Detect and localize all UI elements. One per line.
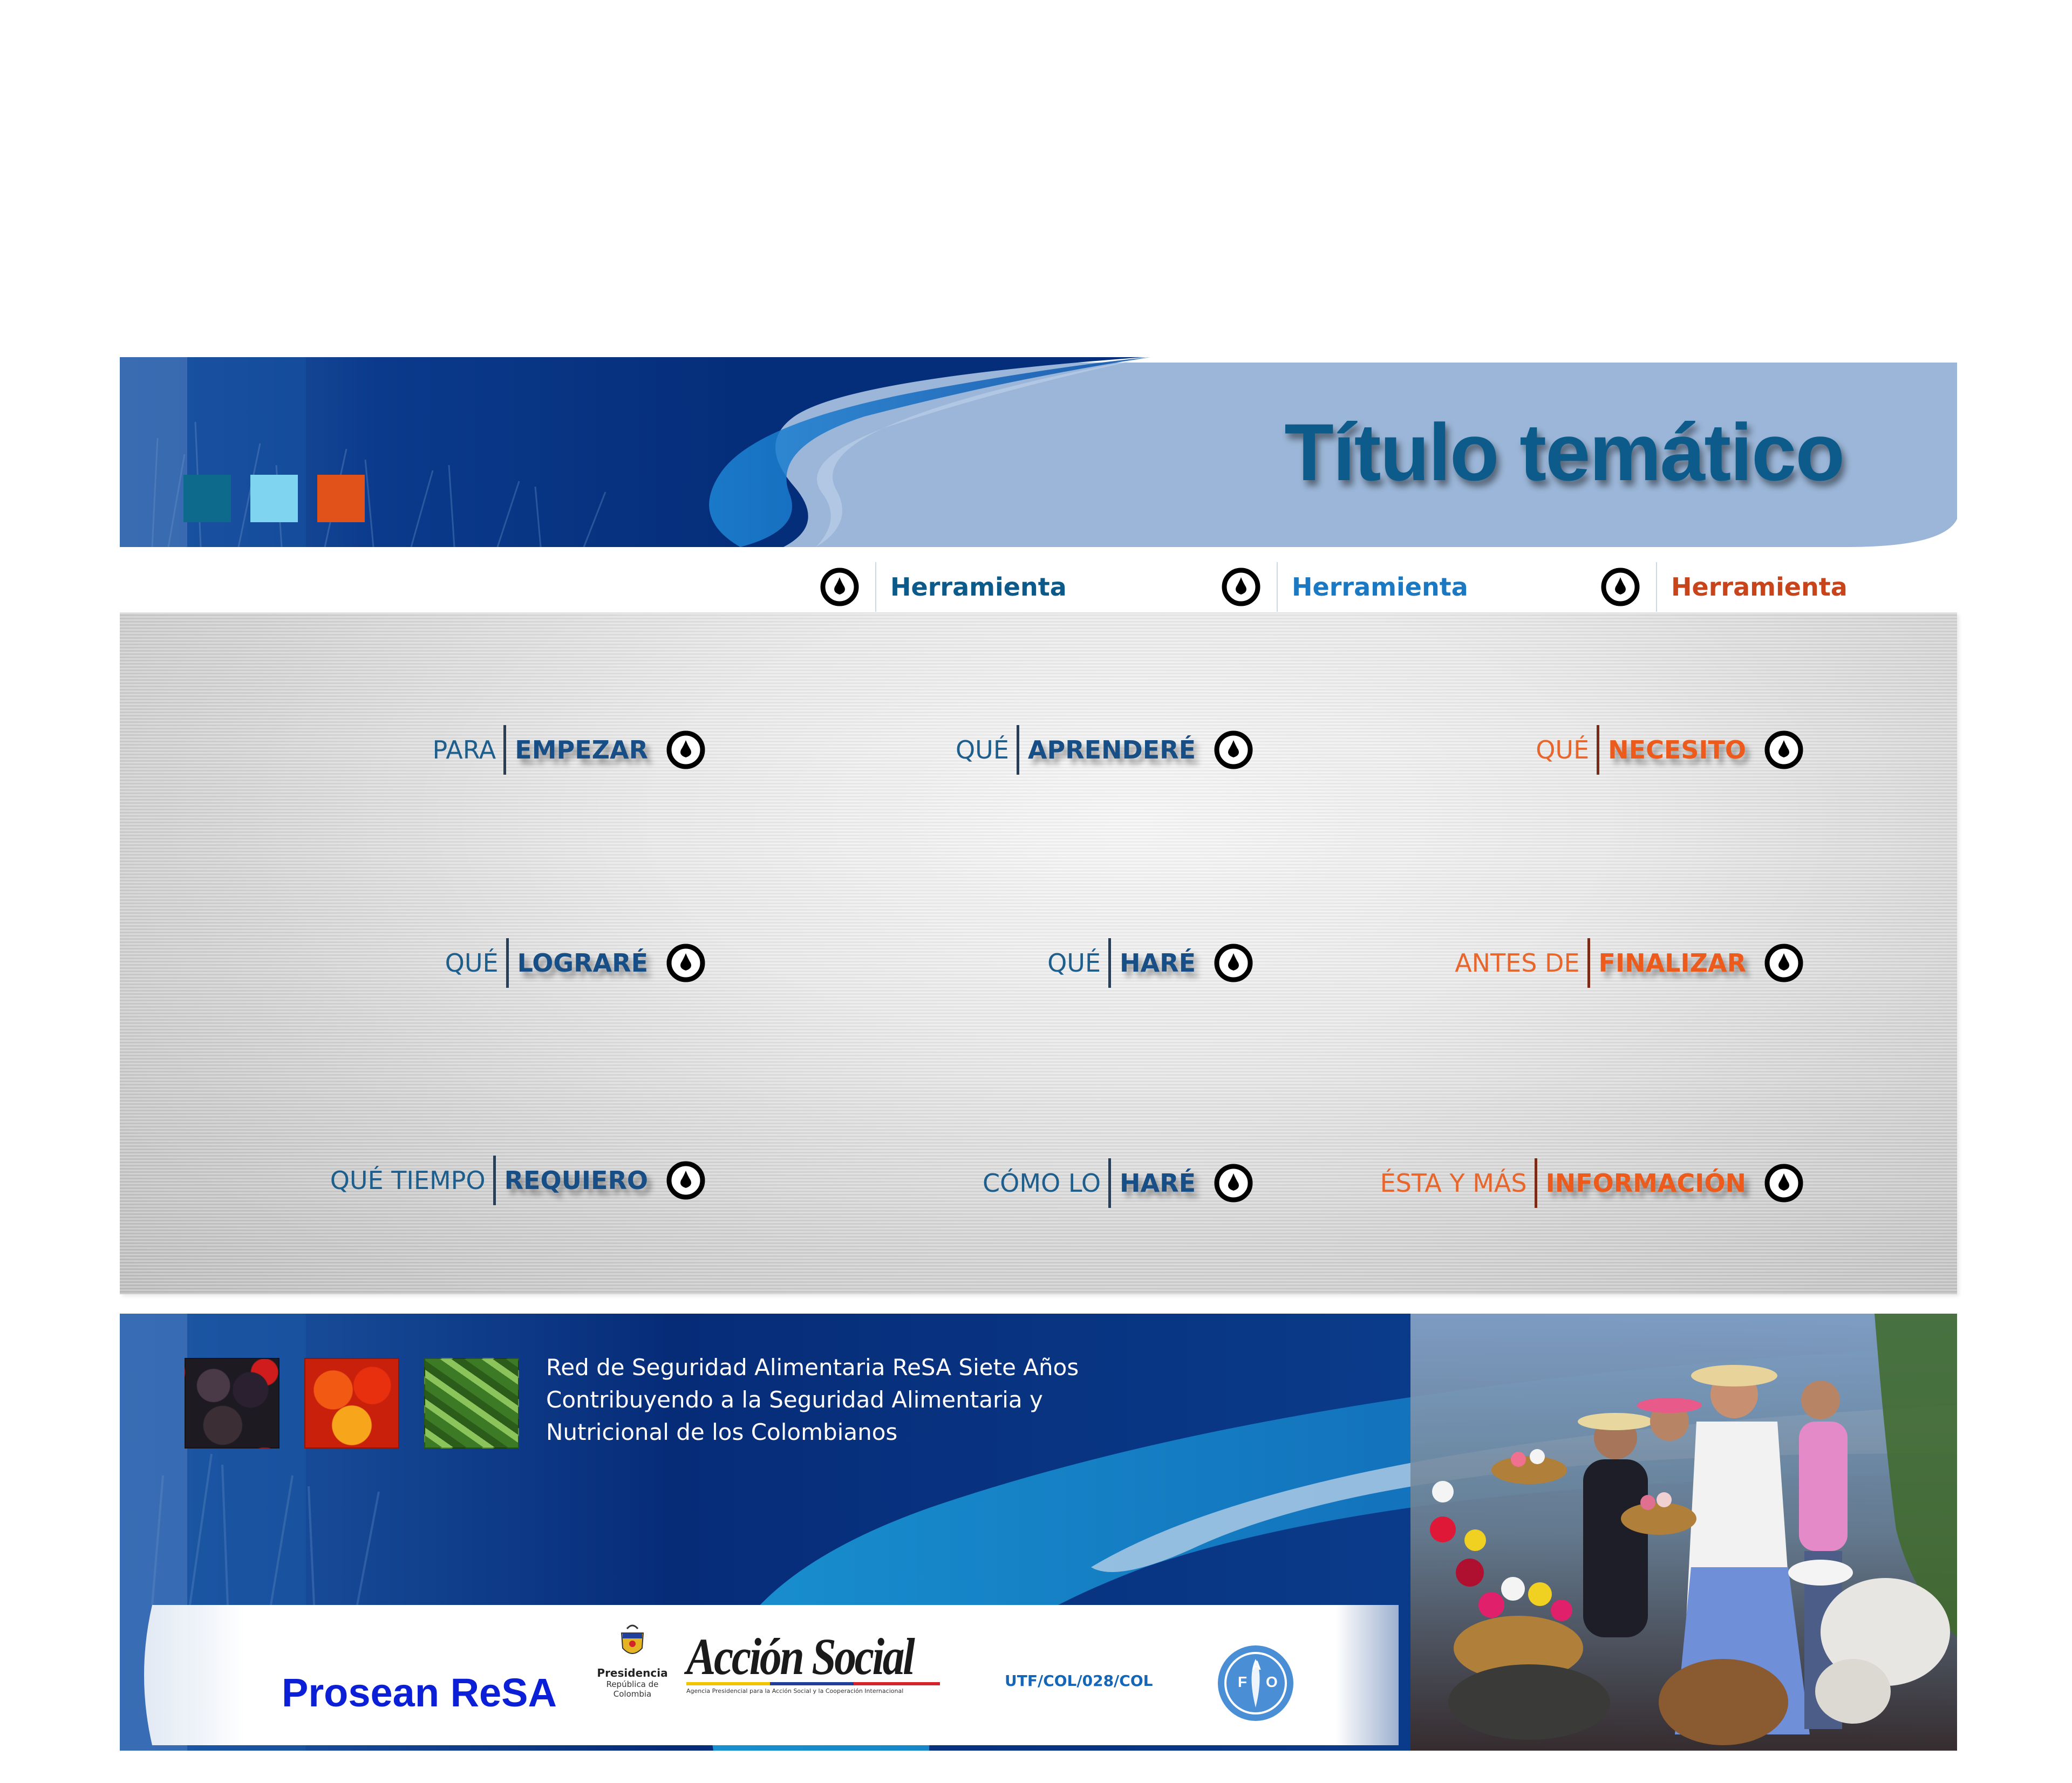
menu-prefix: PARA	[432, 735, 496, 764]
presidencia-sublabel: República de Colombia	[606, 1679, 659, 1699]
presidencia-logo	[589, 1621, 676, 1699]
tool-label-3: Herramienta	[1671, 572, 1848, 602]
tool-link-1[interactable]	[820, 561, 1067, 613]
coat-of-arms-icon	[611, 1621, 654, 1664]
menu-divider	[1587, 938, 1590, 988]
fao-logo	[1215, 1643, 1296, 1724]
tool-link-2[interactable]	[1222, 561, 1468, 613]
drop-icon	[1214, 944, 1253, 982]
menu-prefix: QUÉ	[1047, 948, 1101, 978]
drop-icon	[666, 944, 705, 982]
menu-divider	[1108, 1158, 1111, 1208]
header-square-orange	[317, 475, 365, 522]
menu-divider	[1017, 725, 1019, 775]
tool-label-1: Herramienta	[890, 572, 1067, 602]
drop-icon	[1222, 568, 1260, 606]
footer-heading-line: Nutricional de los Colombianos	[546, 1419, 898, 1445]
svg-text:O: O	[1266, 1673, 1278, 1690]
people-photo	[1410, 1314, 1957, 1751]
menu-label: HARÉ	[1120, 1169, 1196, 1198]
menu-prefix: CÓMO LO	[983, 1169, 1101, 1198]
drop-icon	[1764, 944, 1803, 982]
menu-label: EMPEZAR	[515, 735, 648, 764]
drop-icon	[1764, 730, 1803, 769]
footer-heading	[546, 1351, 1079, 1449]
accion-social-subtitle: Agencia Presidencial para la Acción Social y la Cooperación Internacional	[686, 1688, 904, 1695]
menu-que-aprendere[interactable]	[956, 724, 1253, 776]
menu-que-lograre[interactable]	[445, 937, 705, 989]
menu-como-lo-hare[interactable]	[983, 1157, 1253, 1209]
header-square-lightblue	[250, 475, 298, 522]
tools-row	[120, 556, 1957, 615]
logo-band	[147, 1605, 1388, 1740]
drop-icon	[666, 1161, 705, 1200]
footer-heading-line: Contribuyendo a la Seguridad Alimentaria y	[546, 1386, 1043, 1413]
menu-que-tiempo-requiero[interactable]	[330, 1154, 705, 1206]
avocado-photo	[185, 1358, 280, 1449]
menu-label: FINALIZAR	[1598, 948, 1746, 978]
menu-que-hare[interactable]	[1047, 937, 1253, 989]
tool-separator	[1277, 562, 1278, 612]
cucumber-photo	[424, 1358, 519, 1449]
menu-divider	[506, 938, 509, 988]
menu-prefix: ÉSTA Y MÁS	[1380, 1169, 1527, 1198]
presidencia-label: Presidencia	[597, 1666, 668, 1679]
menu-para-empezar[interactable]	[432, 724, 705, 776]
menu-label: INFORMACIÓN	[1545, 1169, 1746, 1198]
menu-label: HARÉ	[1120, 948, 1196, 978]
footer-banner	[120, 1314, 1957, 1751]
menu-divider	[1108, 938, 1111, 988]
drop-icon	[666, 730, 705, 769]
menu-divider	[493, 1156, 496, 1205]
menu-prefix: QUÉ	[955, 735, 1009, 764]
svg-text:A: A	[1252, 1658, 1262, 1673]
drop-icon	[820, 568, 859, 606]
menu-prefix: QUÉ TIEMPO	[330, 1166, 486, 1195]
menu-prefix: ANTES DE	[1455, 948, 1580, 978]
menu-antes-de-finalizar[interactable]	[1455, 937, 1803, 989]
header-square-teal	[183, 475, 231, 522]
accion-social-logo	[686, 1627, 940, 1695]
drop-icon	[1214, 730, 1253, 769]
drop-icon	[1214, 1164, 1253, 1203]
menu-que-necesito[interactable]	[1536, 724, 1803, 776]
drop-icon	[1601, 568, 1640, 606]
svg-text:F: F	[1238, 1673, 1248, 1690]
tool-link-3[interactable]	[1601, 561, 1848, 613]
menu-label: REQUIERO	[504, 1166, 648, 1195]
main-panel	[120, 612, 1957, 1294]
project-code: UTF/COL/028/COL	[1005, 1672, 1153, 1690]
tool-separator	[875, 562, 876, 612]
menu-label: APRENDERÉ	[1027, 735, 1196, 764]
menu-label: LOGRARÉ	[517, 948, 648, 978]
tool-separator	[1656, 562, 1657, 612]
menu-divider	[1597, 725, 1599, 775]
menu-prefix: QUÉ	[1536, 735, 1590, 764]
drop-icon	[1764, 1164, 1803, 1203]
header-banner	[120, 357, 1957, 547]
menu-esta-y-mas-informacion[interactable]	[1380, 1157, 1803, 1209]
menu-divider	[503, 725, 506, 775]
people-photo-drawing	[1410, 1314, 1957, 1751]
tool-label-2: Herramienta	[1292, 572, 1468, 602]
project-name: Prosean ReSA	[282, 1670, 557, 1715]
menu-prefix: QUÉ	[445, 948, 499, 978]
footer-heading-line: Red de Seguridad Alimentaria ReSA Siete Años	[546, 1354, 1079, 1381]
page-title: Título temático	[1284, 407, 1844, 497]
menu-divider	[1535, 1158, 1537, 1208]
menu-label: NECESITO	[1608, 735, 1746, 764]
pepper-photo	[304, 1358, 399, 1449]
accion-social-name: Acción Social	[686, 1628, 914, 1685]
